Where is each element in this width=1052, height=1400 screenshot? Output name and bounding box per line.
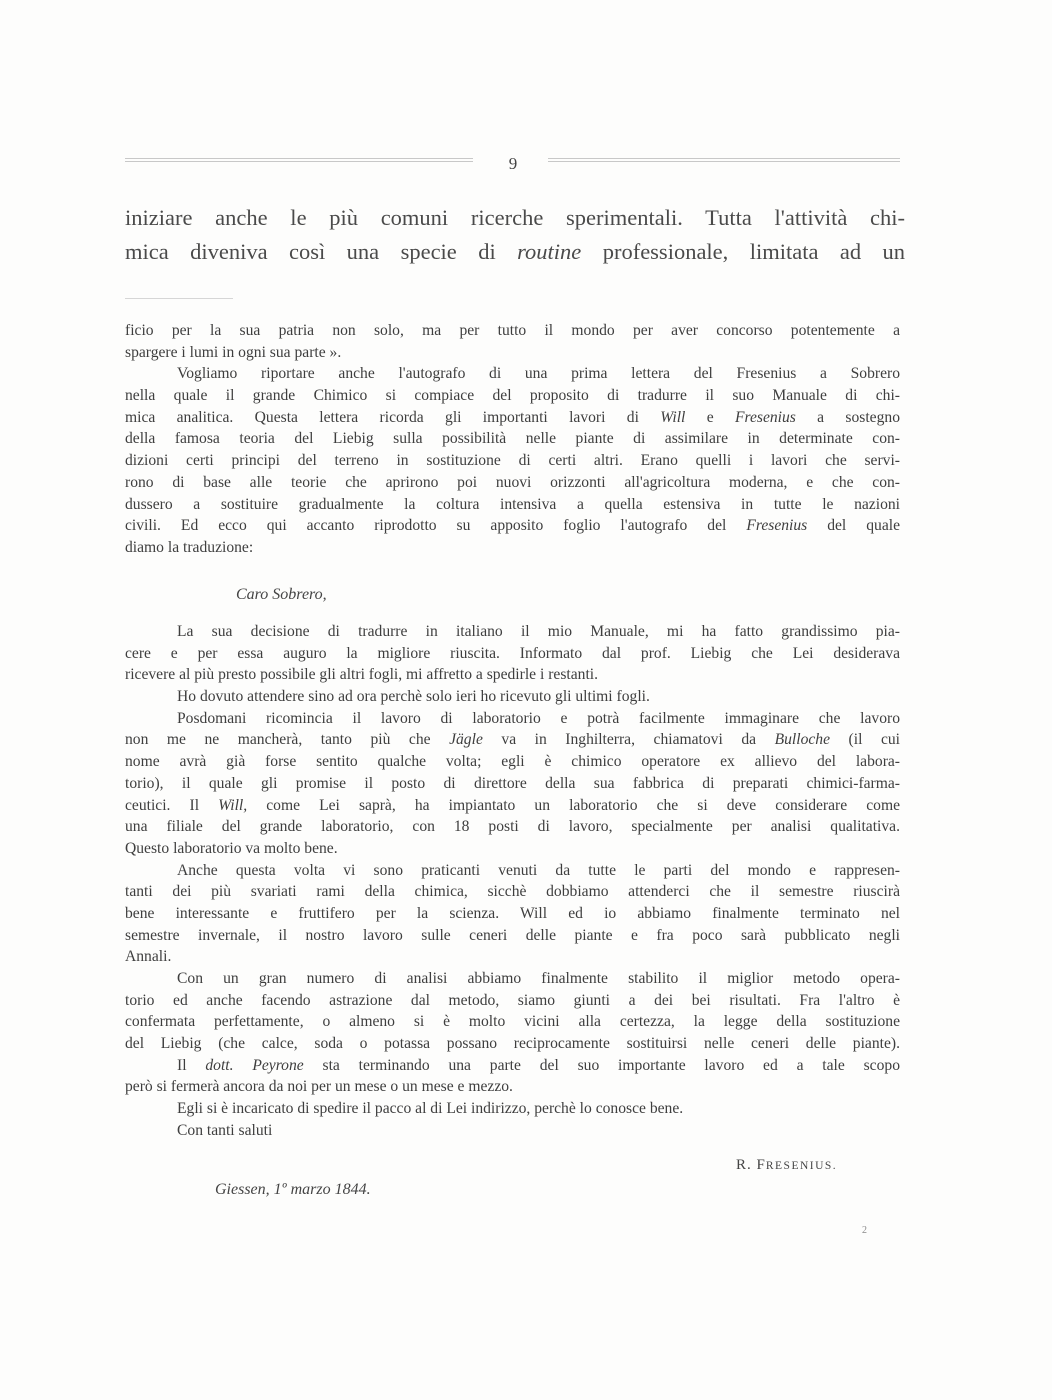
intro-line: rono di base alle teorie che aprirono poi nuovi orizzonti all'agricoltura moderna, e che con- bbox=[125, 473, 900, 491]
sheet-mark: 2 bbox=[862, 1225, 867, 1236]
letter-line: nome avrà già forse sentito qualche volta; egli è chimico operatore ex allievo del labora- bbox=[125, 753, 900, 771]
intro-line: ficio per la sua patria non solo, ma per tutto il mondo per aver concorso potentemente a bbox=[125, 322, 900, 339]
letter-line: Con tanti saluti bbox=[177, 1121, 273, 1139]
letter-line: Ho dovuto attendere sino ad ora perchè solo ieri ho ricevuto gli ultimi fogli. bbox=[177, 688, 650, 706]
letter-line: però si fermerà ancora da noi per un mese o un mese e mezzo. bbox=[125, 1078, 513, 1096]
letter-line: Posdomani ricomincia il lavoro di laboratorio e potrà facilmente immaginare che lavoro bbox=[177, 709, 900, 727]
letter-signature: R. FRESENIUS. bbox=[736, 1157, 838, 1173]
letter-block bbox=[125, 621, 900, 1142]
header-rule-right bbox=[548, 158, 900, 162]
letter-line: torio), il quale gli promise il posto di direttore della sua fabbrica di preparati chimici-farma- bbox=[125, 774, 900, 792]
intro-block bbox=[125, 320, 900, 559]
letter-line: non me ne mancherà, tanto più che Jägle va in Inghilterra, chiamatovi da Bulloche (il cui bbox=[125, 731, 900, 749]
header-rule-left bbox=[125, 158, 473, 162]
letter-dateline: Giessen, 1º marzo 1844. bbox=[215, 1181, 371, 1198]
letter-line: Con un gran numero di analisi abbiamo finalmente stabilito il miglior metodo opera- bbox=[177, 970, 900, 987]
intro-line: della famosa teoria del Liebig sulla possibilità nelle piante di assimilare in determinate con- bbox=[125, 430, 900, 448]
intro-line: civili. Ed ecco qui accanto riprodotto su apposito foglio l'autografo del Fresenius del quale bbox=[125, 517, 900, 535]
intro-line: dussero a sostituire gradualmente la coltura intensiva a quella estensiva in tutte le nazioni bbox=[125, 495, 900, 513]
footnote-rule bbox=[125, 298, 233, 299]
letter-line: Anche questa volta vi sono praticanti venuti da tutte le parti del mondo e rappresen- bbox=[177, 861, 900, 879]
letter-line: una filiale del grande laboratorio, con 18 posti di lavoro, specialmente per analisi qualitativa. bbox=[125, 818, 900, 836]
letter-line: Egli si è incaricato di spedire il pacco al di Lei indirizzo, perchè lo conosce bene. bbox=[177, 1100, 684, 1118]
page-number: 9 bbox=[508, 154, 518, 173]
letter-line: semestre invernale, il nostro lavoro sulle ceneri delle piante e fra poco sarà pubblicato negli bbox=[125, 926, 900, 944]
letter-salutation: Caro Sobrero, bbox=[236, 586, 327, 603]
letter-line: tanti dei più svariati rami della chimica, sicchè dobbiamo attenderci che il semestre riuscirà bbox=[125, 883, 900, 901]
letter-line: torio ed anche facendo astrazione dal metodo, siamo giunti a dei bei risultati. Fra l'altro è bbox=[125, 991, 900, 1009]
intro-line: spargere i lumi in ogni sua parte ». bbox=[125, 343, 342, 361]
top-text-line-1: iniziare anche le più comuni ricerche sperimentali. Tutta l'attività chi- bbox=[125, 205, 905, 230]
letter-line: ceutici. Il Will, come Lei saprà, ha impiantato un laboratorio che si deve considerare come bbox=[125, 796, 900, 814]
letter-line: Questo laboratorio va molto bene. bbox=[125, 839, 338, 857]
top-text-line-2: mica diveniva così una specie di routine professionale, limitata ad un bbox=[125, 239, 905, 264]
letter-line: bene interessante e fruttifero per la scienza. Will ed io abbiamo finalmente terminato nel bbox=[125, 904, 900, 922]
letter-line: cere e per essa auguro la migliore riuscita. Informato dal prof. Liebig che Lei desiderava bbox=[125, 644, 900, 662]
letter-line: Annali. bbox=[125, 948, 172, 966]
letter-line: confermata perfettamente, o almeno si è molto vicini alla certezza, la legge della sostituzione bbox=[125, 1013, 900, 1031]
letter-line: La sua decisione di tradurre in italiano il mio Manuale, mi ha fatto grandissimo pia- bbox=[177, 623, 900, 640]
intro-line: nella quale il grande Chimico si compiace del proposito di tradurre il suo Manuale di chi- bbox=[125, 387, 900, 405]
letter-line: del Liebig (che calce, soda o potassa possano reciprocamente sostituirsi nelle ceneri delle piante). bbox=[125, 1035, 900, 1053]
letter-line: ricevere al più presto possibile gli altri fogli, mi affretto a spedirle i restanti. bbox=[125, 666, 599, 684]
intro-line: mica analitica. Questa lettera ricorda gli importanti lavori di Will e Fresenius a sostegno bbox=[125, 408, 900, 426]
intro-line: diamo la traduzione: bbox=[125, 538, 254, 556]
intro-line: Vogliamo riportare anche l'autografo di una prima lettera del Fresenius a Sobrero bbox=[177, 365, 900, 383]
letter-line: Il dott. Peyrone sta terminando una parte del suo importante lavoro ed a tale scopo bbox=[177, 1056, 900, 1074]
intro-line: dizioni certi principi del terreno in sostituzione di certi altri. Erano quelli i lavori che servi- bbox=[125, 452, 900, 470]
